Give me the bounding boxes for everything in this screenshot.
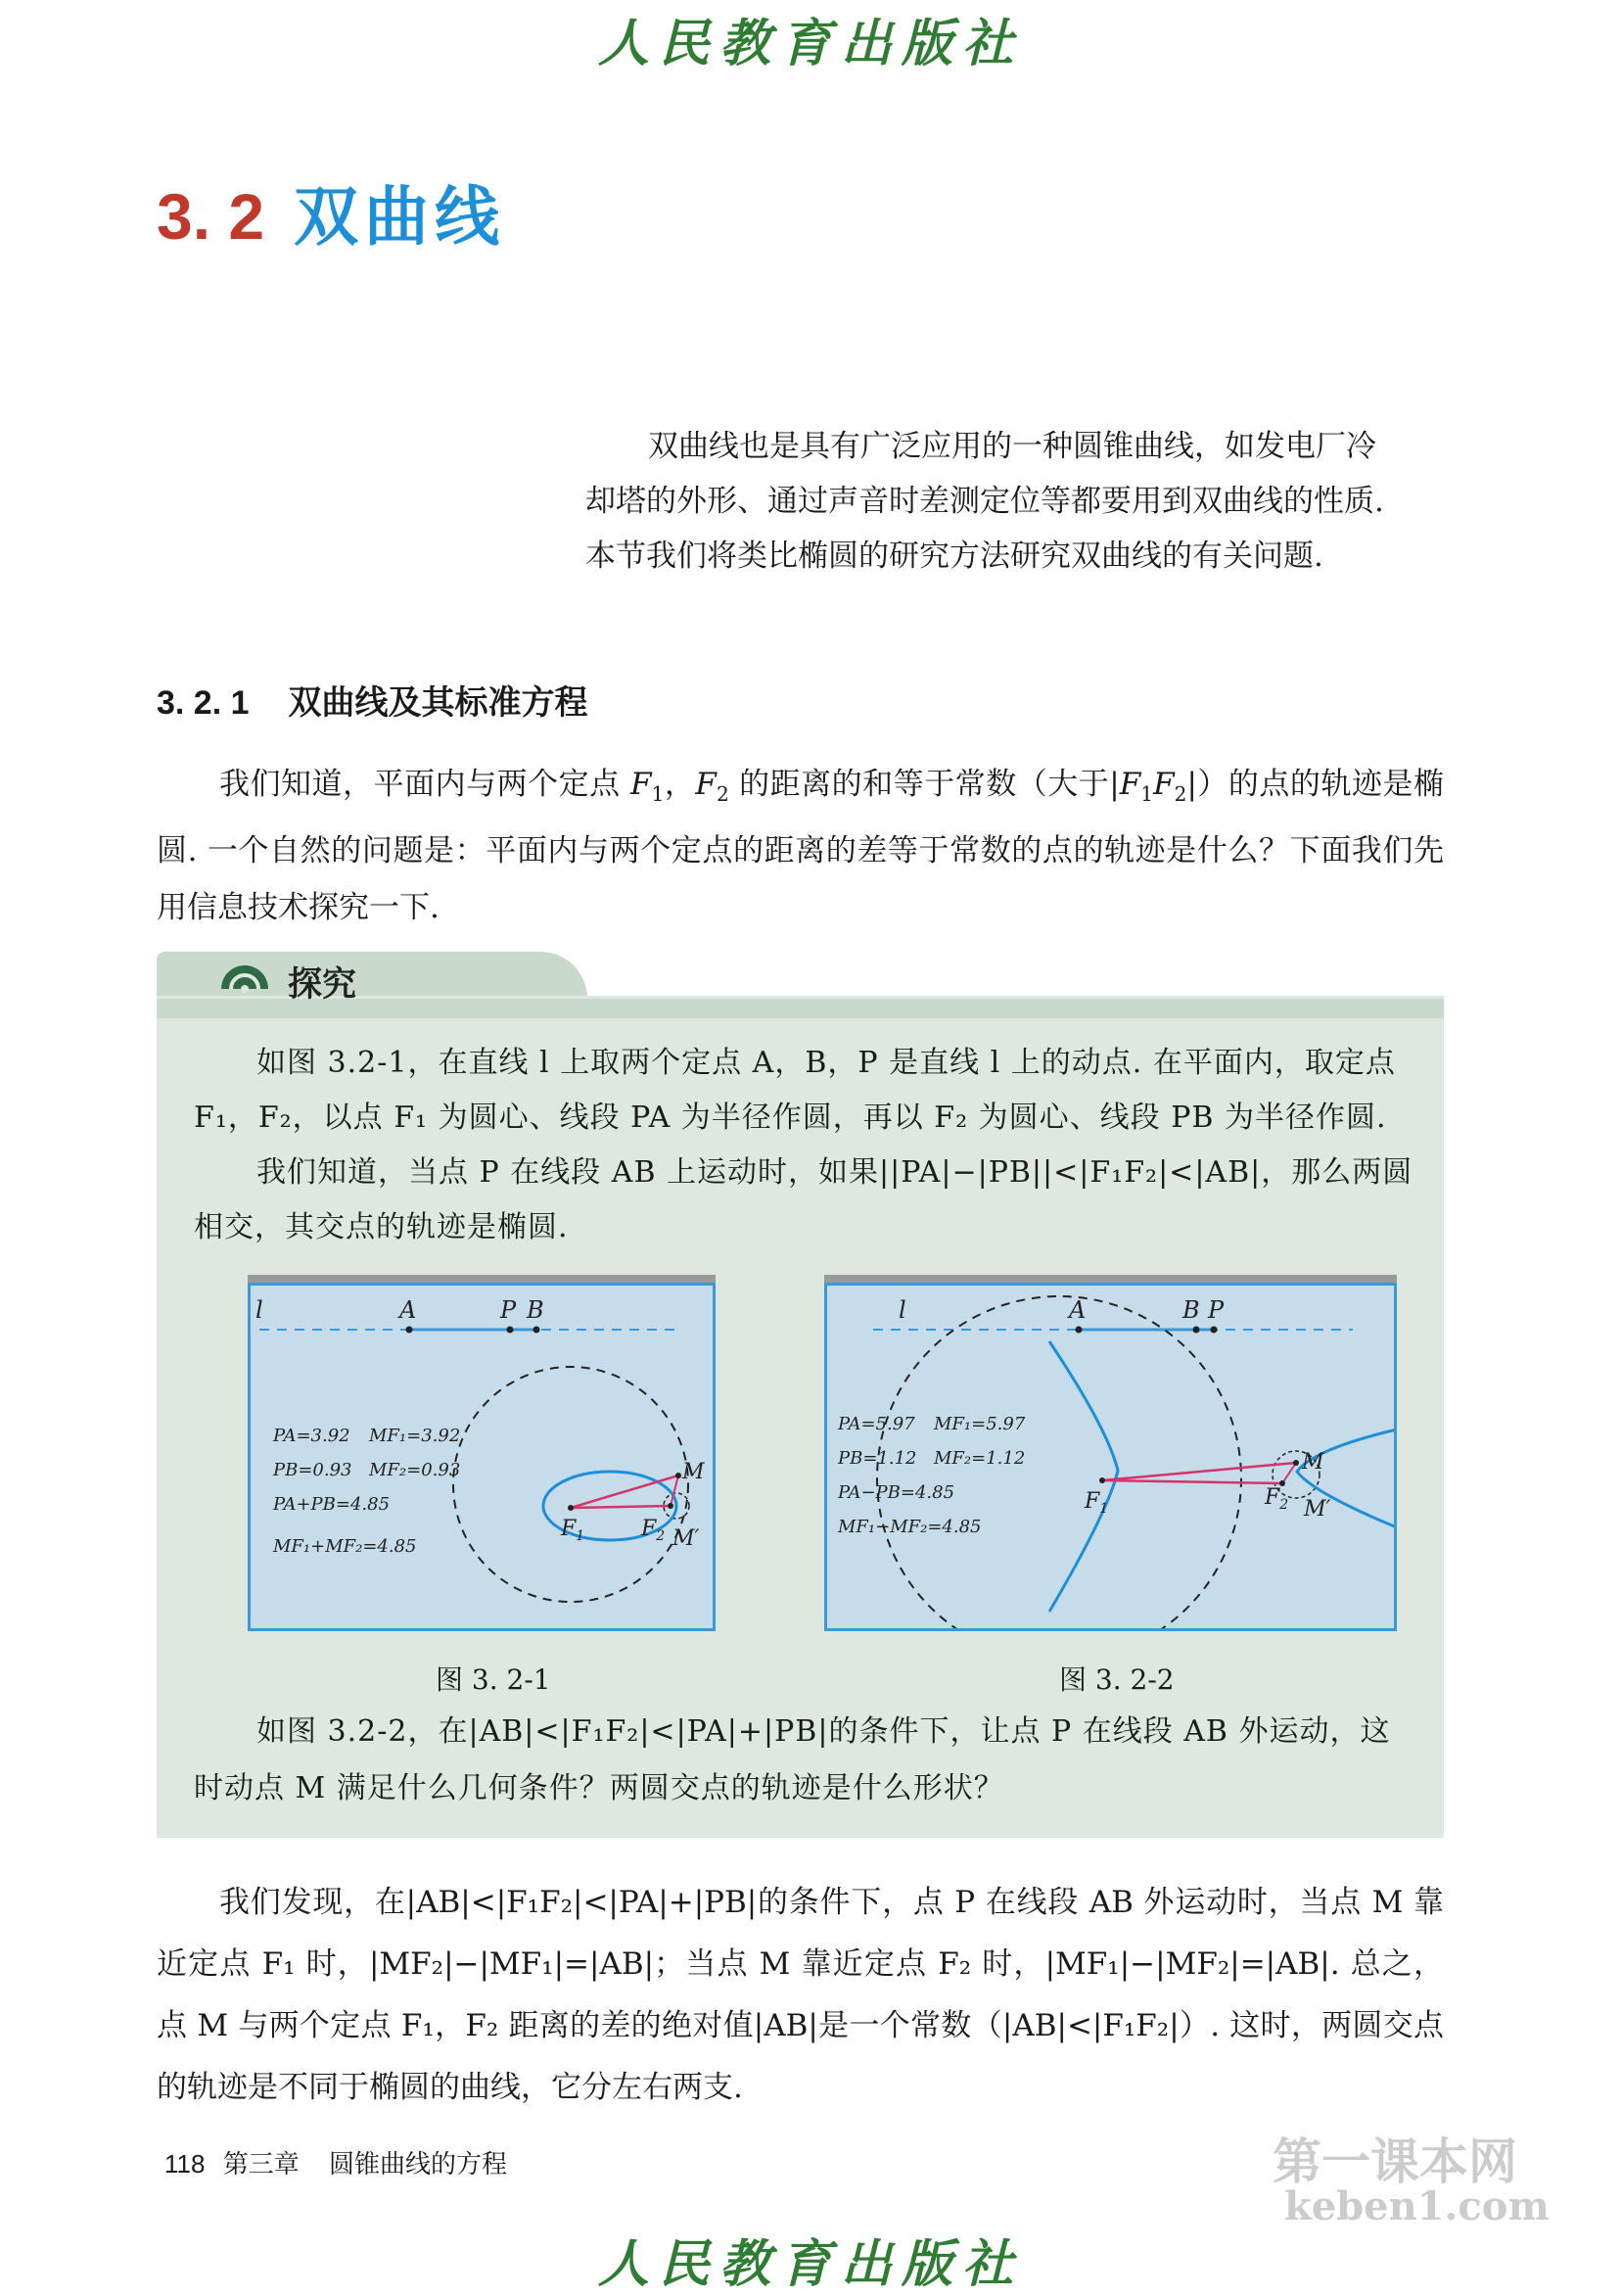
readout: MF₁+MF₂=4.85 — [273, 1536, 417, 1557]
readout: MF₁=5.97 — [934, 1414, 1026, 1434]
label-B: B — [527, 1296, 544, 1324]
chapter-title: 圆锥曲线的方程 — [329, 2150, 508, 2179]
paragraph-2 — [157, 1872, 1444, 2119]
readout: PA=3.92 — [273, 1426, 350, 1446]
label-M: M — [1302, 1450, 1324, 1475]
label-M: M — [682, 1460, 705, 1484]
page-footer — [164, 2144, 507, 2180]
label-F1-sub: 1 — [1099, 1501, 1109, 1517]
figure1-topbar — [248, 1275, 716, 1283]
section-number: 3. 2 — [157, 180, 265, 253]
intro-paragraph — [585, 419, 1447, 584]
paragraph-text: 的距离的和等于常数（大于| — [728, 767, 1120, 802]
label-F1-sub: 1 — [576, 1528, 585, 1544]
section-name: 双曲线 — [294, 180, 506, 253]
paragraph-text: |）的点的轨迹是椭圆. 一个自然的问题是：平面内与两个定点的距离的差等于常数的点的轨迹是什么？下面我们先用信息技术探究一下. — [157, 767, 1444, 926]
subsection-title: 双曲线及其标准方程 — [288, 684, 588, 722]
section-title — [157, 164, 505, 258]
subsection-heading — [157, 676, 588, 724]
readout: MF₁−MF₂=4.85 — [838, 1517, 982, 1537]
explore-paragraph: 如图 3.2-2，在|AB|<|F₁F₂|<|PA|+|PB|的条件下，让点 P 在线段 AB 外运动，这时动点 M 满足什么几何条件？两圆交点的轨迹是什么形状？ — [194, 1714, 1391, 1805]
readout: PB=0.93 — [273, 1460, 352, 1480]
page-number: 118 — [164, 2149, 206, 2179]
readout: PB=1.12 — [838, 1448, 917, 1469]
figure-3-2-2 — [824, 1283, 1397, 1631]
label-F1: F — [1085, 1489, 1100, 1514]
label-F2: F — [1265, 1485, 1280, 1510]
readout: MF₂=1.12 — [934, 1448, 1026, 1469]
figure-3-2-1 — [248, 1283, 716, 1631]
explore-paragraph: 我们知道，当点 P 在线段 AB 上运动时，如果||PA|−|PB||<|F₁F₂|<|AB|，那么两圆相交，其交点的轨迹是椭圆. — [194, 1155, 1413, 1244]
chapter-label: 第三章 — [222, 2150, 300, 2179]
explore-question — [194, 1704, 1417, 1817]
figure1-caption: 图 3. 2-1 — [436, 1663, 551, 1696]
label-F2-sub: 2 — [1279, 1497, 1289, 1513]
label-P: P — [500, 1296, 517, 1324]
paragraph-text: 我们发现，在|AB|<|F₁F₂|<|PA|+|PB|的条件下，点 P 在线段 AB 外运动时，当点 M 靠近定点 F₁ 时，|MF₂|−|MF₁|=|AB|；当点 M 靠近定点 F₂ 时，|MF₁|−|MF₂|=|AB|. 总之，点 M 与两个定点 F₁，F₂ 距离的差的绝对值|AB|是一个常数（|AB|<|F₁F₂|）. 这时，两圆交点的轨迹是不同于椭圆的曲线，它分左右两支. — [157, 1885, 1444, 2105]
readout: MF₂=0.93 — [369, 1460, 461, 1480]
figure2-topbar — [824, 1275, 1397, 1283]
label-A: A — [1069, 1296, 1087, 1324]
paragraph-text: 我们知道，平面内与两个定点 — [219, 767, 631, 802]
figure2-caption: 图 3. 2-2 — [1059, 1663, 1175, 1696]
paragraph-1: 我们知道，平面内与两个定点 $F_1$，$F_2$ 的距离的和等于常数（大于$|F_1F_2|$）的点的轨迹是椭圆. 一个自然的问题是：平面内与两个定点的距离的差等于常数的点的轨迹是什么？下面我们先用信息技术探究一下. — [157, 767, 1444, 926]
watermark-text: 第一课本网 — [1273, 2134, 1517, 2189]
label-F2-sub: 2 — [656, 1528, 666, 1544]
explore-paragraph: 如图 3.2-1，在直线 l 上取两个定点 A，B，P 是直线 l 上的动点. 在平面内，取定点 F₁，F₂，以点 F₁ 为圆心、线段 PA 为半径作圆，再以 F₂ 为圆心、线段 PB 为半径作圆. — [194, 1046, 1396, 1135]
readout: MF₁=3.92 — [369, 1426, 461, 1446]
intro-line: 双曲线也是具有广泛应用的一种圆锥曲线，如发电厂冷 — [648, 429, 1376, 464]
label-M-prime: M′ — [672, 1526, 700, 1551]
publisher-footer: 人民教育出版社 — [597, 2234, 1023, 2294]
label-P: P — [1208, 1296, 1225, 1324]
readout: PA=5.97 — [838, 1414, 915, 1434]
label-A: A — [399, 1296, 417, 1324]
publisher-header: 人民教育出版社 — [597, 14, 1023, 73]
readout: PA−PB=4.85 — [838, 1482, 955, 1503]
intro-line: 本节我们将类比椭圆的研究方法研究双曲线的有关问题. — [585, 539, 1323, 574]
subsection-number: 3. 2. 1 — [157, 684, 250, 722]
intro-line: 却塔的外形、通过声音时差测定位等都要用到双曲线的性质. — [585, 484, 1384, 519]
label-B: B — [1182, 1296, 1200, 1324]
label-F2: F — [641, 1517, 657, 1541]
label-l: l — [899, 1296, 906, 1324]
explore-label: 探究 — [288, 965, 357, 1004]
explore-text — [194, 1036, 1417, 1255]
label-l: l — [255, 1296, 263, 1324]
explore-icon — [217, 960, 272, 993]
label-M-prime: M′ — [1304, 1497, 1331, 1522]
watermark-url: keben1.com — [1284, 2183, 1550, 2229]
label-F1: F — [561, 1517, 577, 1541]
readout: PA+PB=4.85 — [273, 1494, 391, 1515]
